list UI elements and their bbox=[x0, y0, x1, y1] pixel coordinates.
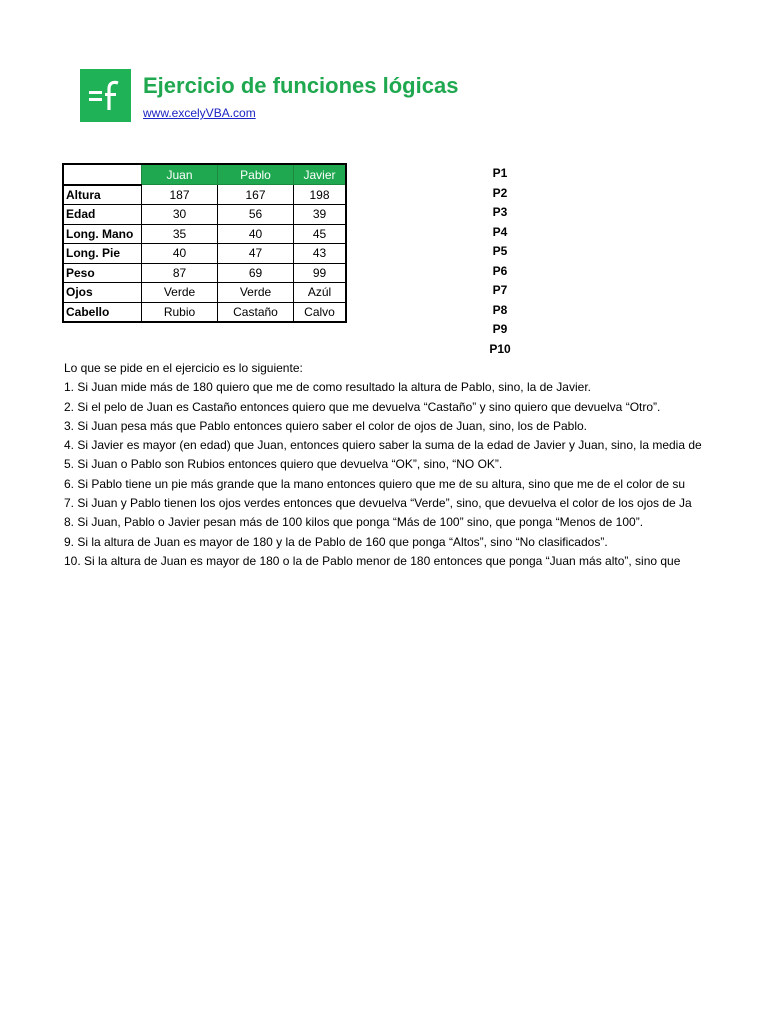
instruction-item: 10. Si la altura de Juan es mayor de 180 o la de Pablo menor de 180 entonces que ponga “Juan más alto”, sino que bbox=[64, 553, 681, 568]
table-cell[interactable]: 69 bbox=[218, 263, 294, 283]
function-logo-icon bbox=[80, 69, 131, 122]
question-label[interactable]: P3 bbox=[492, 205, 508, 219]
table-cell[interactable]: 47 bbox=[218, 244, 294, 264]
table-row bbox=[63, 244, 346, 264]
table-row bbox=[63, 205, 346, 225]
table-cell[interactable]: Azúl bbox=[294, 283, 347, 303]
instruction-item: 2. Si el pelo de Juan es Castaño entonces quiero que me devuelva “Castaño” y sino quiero que devuelva “Otro”. bbox=[64, 399, 661, 414]
table-cell[interactable]: 45 bbox=[294, 224, 347, 244]
table-cell[interactable]: 187 bbox=[142, 185, 218, 205]
instruction-item: 3. Si Juan pesa más que Pablo entonces quiero saber el color de ojos de Juan, sino, los de Pablo. bbox=[64, 418, 588, 433]
question-label[interactable]: P6 bbox=[492, 263, 508, 278]
table-cell[interactable]: 40 bbox=[142, 244, 218, 264]
instruction-item: 7. Si Juan y Pablo tienen los ojos verdes entonces que devuelva “Verde”, sino, que devuelva el color de los ojos de Ja bbox=[64, 496, 692, 511]
table-cell[interactable]: 43 bbox=[294, 244, 347, 264]
instruction-item: 9. Si la altura de Juan es mayor de 180 y la de Pablo de 160 que ponga “Altos”, sino “No clasificados”. bbox=[64, 534, 608, 549]
table-row bbox=[63, 283, 346, 303]
instruction-item: 4. Si Javier es mayor (en edad) que Juan, entonces quiero saber la suma de la edad de Javier y Juan, sino, la media de bbox=[64, 438, 702, 453]
table-row bbox=[63, 263, 346, 283]
instruction-item: 1. Si Juan mide más de 180 quiero que me de como resultado la altura de Pablo, sino, la de Javier. bbox=[64, 380, 591, 395]
row-label[interactable]: Long. Mano bbox=[63, 224, 142, 244]
table-cell[interactable]: 56 bbox=[218, 205, 294, 225]
table-cell[interactable]: 35 bbox=[142, 224, 218, 244]
question-label[interactable]: P10 bbox=[489, 341, 511, 356]
table-cell[interactable]: Rubio bbox=[142, 302, 218, 322]
row-label[interactable]: Ojos bbox=[63, 283, 142, 303]
row-label[interactable]: Altura bbox=[63, 185, 142, 205]
table-cell[interactable]: Verde bbox=[218, 283, 294, 303]
table-cell[interactable]: 39 bbox=[294, 205, 347, 225]
table-row bbox=[63, 185, 346, 205]
row-label[interactable]: Long. Pie bbox=[63, 244, 142, 264]
question-labels bbox=[470, 164, 530, 359]
column-header-juan: Juan bbox=[142, 164, 218, 185]
table-cell[interactable]: 167 bbox=[218, 185, 294, 205]
row-label[interactable]: Cabello bbox=[63, 302, 142, 322]
table-cell[interactable]: 40 bbox=[218, 224, 294, 244]
table-header-row bbox=[63, 164, 346, 185]
table-cell[interactable]: 99 bbox=[294, 263, 347, 283]
question-label[interactable]: P9 bbox=[492, 322, 508, 336]
table-cell[interactable]: 87 bbox=[142, 263, 218, 283]
website-link[interactable]: www.excelyVBA.com bbox=[143, 106, 256, 120]
question-label[interactable]: P4 bbox=[492, 224, 508, 239]
column-header-pablo: Pablo bbox=[218, 164, 294, 185]
table-corner bbox=[63, 164, 142, 185]
instruction-item: 5. Si Juan o Pablo son Rubios entonces quiero que devuelva “OK”, sino, “NO OK”. bbox=[64, 457, 503, 472]
table-cell[interactable]: 198 bbox=[294, 185, 347, 205]
exercise-instructions bbox=[64, 359, 768, 571]
question-label[interactable]: P2 bbox=[492, 185, 508, 200]
brand-logo bbox=[80, 69, 131, 122]
question-label[interactable]: P5 bbox=[492, 244, 508, 258]
column-header-javier: Javier bbox=[294, 164, 347, 185]
table-row bbox=[63, 224, 346, 244]
page-title: Ejercicio de funciones lógicas bbox=[143, 73, 459, 98]
question-label[interactable]: P7 bbox=[492, 283, 508, 297]
row-label[interactable]: Peso bbox=[63, 263, 142, 283]
table-cell[interactable]: Calvo bbox=[294, 302, 347, 322]
table-row bbox=[63, 302, 346, 322]
instruction-item: 8. Si Juan, Pablo o Javier pesan más de 100 kilos que ponga “Más de 100” sino, que ponga “Menos de 100”. bbox=[64, 515, 644, 530]
table-body bbox=[63, 185, 346, 323]
instruction-item: 6. Si Pablo tiene un pie más grande que la mano entonces quiero que me de su altura, sino que me de el color de su bbox=[64, 476, 686, 491]
instructions-intro: Lo que se pide en el ejercicio es lo siguiente: bbox=[64, 361, 303, 375]
people-data-table bbox=[62, 163, 347, 323]
question-label[interactable]: P8 bbox=[492, 302, 508, 317]
table-cell[interactable]: Verde bbox=[142, 283, 218, 303]
row-label[interactable]: Edad bbox=[63, 205, 142, 225]
question-label[interactable]: P1 bbox=[492, 166, 508, 180]
table-cell[interactable]: Castaño bbox=[218, 302, 294, 322]
table-cell[interactable]: 30 bbox=[142, 205, 218, 225]
